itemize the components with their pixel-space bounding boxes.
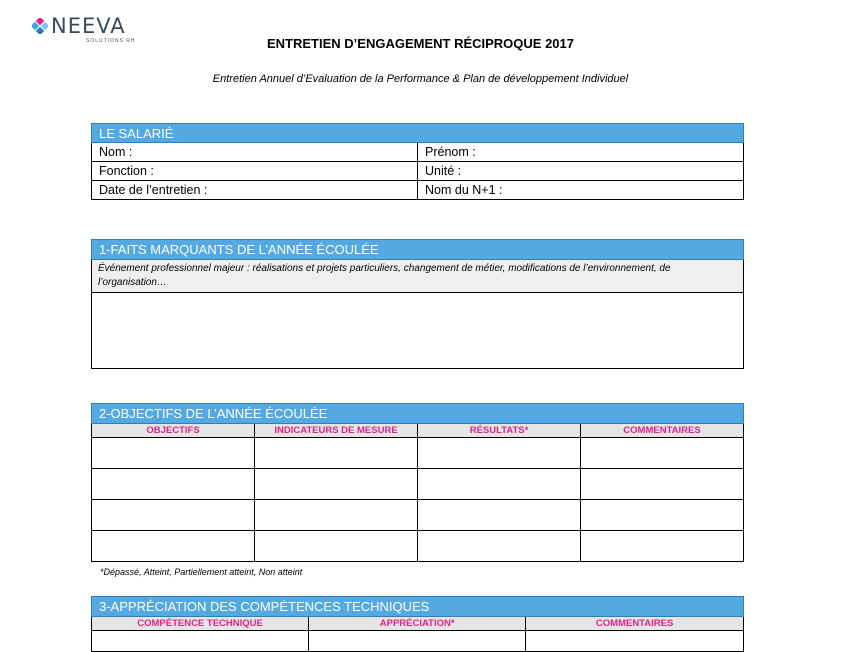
logo-subtitle: SOLUTIONS RH [86,38,136,44]
logo-name: NEEVA [51,14,126,38]
table-row [92,500,744,531]
table-cell[interactable] [418,438,581,469]
col-objectifs: OBJECTIFS [92,424,255,438]
table-cell[interactable] [418,531,581,562]
document-subtitle: Entretien Annuel d’Evaluation de la Performance & Plan de développement Individuel [212,73,629,85]
table-cell[interactable] [92,438,255,469]
col-indicateurs: INDICATEURS DE MESURE [255,424,418,438]
logo-diamond-icon [32,18,48,34]
table-cell[interactable] [581,469,744,500]
table-cell[interactable] [581,500,744,531]
table-cell[interactable] [581,438,744,469]
table-cell[interactable] [255,438,418,469]
table-cell[interactable] [255,469,418,500]
table-row [92,631,744,652]
competences-table [91,596,744,652]
nom-n1-field[interactable]: Nom du N+1 : [418,181,744,200]
faits-header: 1-FAITS MARQUANTS DE L’ANNÉE ÉCOULÉE [92,240,744,260]
fonction-field[interactable]: Fonction : [92,162,418,181]
faits-description: Événement professionnel majeur : réalisations et projets particuliers, changement de métier, modifications de l’environnement, de l’organisation… [92,260,744,293]
prenom-field[interactable]: Prénom : [418,143,744,162]
col-commentaires-competences: COMMENTAIRES [526,617,744,631]
document-title: ENTRETIEN D’ENGAGEMENT RÉCIPROQUE 2017 [267,36,574,51]
table-cell[interactable] [418,500,581,531]
table-cell[interactable] [309,631,526,652]
col-competence: COMPÉTENCE TECHNIQUE [92,617,309,631]
table-cell[interactable] [255,500,418,531]
table-cell[interactable] [526,631,744,652]
table-cell[interactable] [255,531,418,562]
nom-field[interactable]: Nom : [92,143,418,162]
table-cell[interactable] [92,469,255,500]
table-row [92,469,744,500]
salarie-header: LE SALARIÉ [92,124,744,143]
col-resultats: RÉSULTATS* [418,424,581,438]
unite-field[interactable]: Unité : [418,162,744,181]
table-cell[interactable] [581,531,744,562]
table-cell[interactable] [92,531,255,562]
date-entretien-field[interactable]: Date de l’entretien : [92,181,418,200]
table-row [92,438,744,469]
table-cell[interactable] [92,631,309,652]
col-appreciation: APPRÉCIATION* [309,617,526,631]
objectifs-header: 2-OBJECTIFS DE L’ANNÉE ÉCOULÉE [92,404,744,424]
competences-header: 3-APPRÉCIATION DES COMPÉTENCES TECHNIQUES [92,597,744,617]
table-cell[interactable] [92,500,255,531]
col-commentaires: COMMENTAIRES [581,424,744,438]
faits-marquants-table [91,239,744,369]
salarie-table [91,123,744,200]
objectifs-table [91,403,744,562]
table-cell[interactable] [418,469,581,500]
faits-input-area[interactable] [92,293,744,369]
table-row [92,531,744,562]
resultats-footnote: *Dépassé, Atteint, Partiellement atteint, Non atteint [100,567,303,577]
